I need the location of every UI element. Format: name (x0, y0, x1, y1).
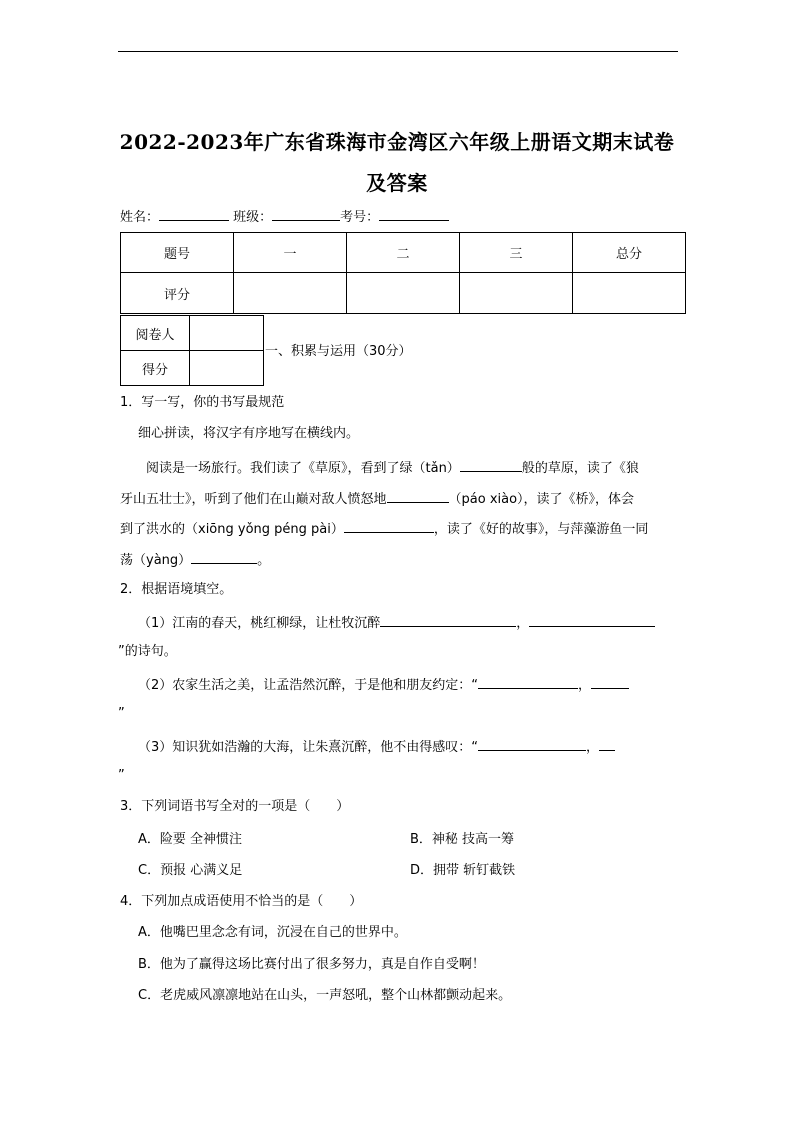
answer-blank-yang[interactable] (191, 550, 257, 564)
question-2-item-1-end: ”的诗句。 (118, 644, 177, 659)
question-1-stem: 1．写一写，你的书写最规范 (120, 395, 285, 410)
score-header-cell: 总分 (573, 233, 686, 273)
section-title: 一、积累与运用（30分） (265, 344, 412, 359)
question-4-option-b[interactable]: B．他为了赢得这场比赛付出了很多努力，真是自作自受啊！ (138, 957, 485, 972)
score-header-cell: 一 (234, 233, 347, 273)
question-2-stem: 2．根据语境填空。 (120, 582, 233, 597)
score-header-cell: 二 (347, 233, 460, 273)
passage-text: 。 (257, 553, 271, 568)
item-text: （3）知识犹如浩瀚的大海，让朱熹沉醉，他不由得感叹：“ (138, 740, 479, 755)
question-2-item-2 (138, 675, 629, 694)
header-rule (118, 51, 678, 52)
score-table (120, 232, 686, 314)
item-text: （2）农家生活之美，让孟浩然沉醉，于是他和朋友约定：“ (138, 678, 479, 693)
question-3-option-a[interactable]: A．险要 全神惯注 (138, 832, 243, 847)
question-1-passage-line (120, 550, 270, 569)
answer-blank-paoxiao[interactable] (387, 489, 449, 503)
question-1-instruction: 细心拼读，将汉字有序地写在横线内。 (138, 426, 360, 441)
exam-title-continued: 及答案 (366, 171, 428, 195)
item-text: ， (516, 616, 530, 631)
score-cell[interactable] (573, 273, 686, 314)
item-text: （1）江南的春天，桃红柳绿，让杜牧沉醉 (138, 616, 381, 631)
question-2-item-3-end: ” (118, 768, 125, 783)
passage-text: 荡（yàng） (120, 553, 192, 568)
section-score-label: 得分 (121, 351, 190, 386)
question-2-item-1 (138, 613, 655, 632)
score-header-cell: 题号 (121, 233, 234, 273)
question-1-passage-line (120, 489, 634, 508)
question-1-passage-line (146, 458, 639, 477)
score-table-row (121, 273, 686, 314)
poem-blank[interactable] (380, 613, 516, 627)
score-cell[interactable] (347, 273, 460, 314)
question-3-option-b[interactable]: B．神秘 技高一筹 (410, 832, 515, 847)
poem-blank[interactable] (529, 613, 655, 627)
reviewer-table (120, 315, 264, 386)
exam-title: 2022-2023年广东省珠海市金湾区六年级上册语文期末试卷 (119, 130, 675, 154)
answer-blank-tan[interactable] (460, 458, 522, 472)
question-3-option-c[interactable]: C．预报 心满义足 (138, 863, 243, 878)
poem-blank[interactable] (599, 737, 615, 751)
reviewer-cell[interactable] (190, 316, 264, 351)
question-4-stem: 4．下列加点成语使用不恰当的是（ ） (120, 894, 363, 909)
poem-blank[interactable] (591, 675, 629, 689)
score-cell[interactable] (234, 273, 347, 314)
question-4-option-c[interactable]: C．老虎威风凛凛地站在山头，一声怒吼，整个山林都颤动起来。 (138, 988, 512, 1003)
question-3-option-d[interactable]: D．拥带 斩钉截铁 (410, 863, 516, 878)
number-label: 考号： (340, 210, 380, 225)
student-info-line (120, 206, 449, 225)
name-blank[interactable] (159, 207, 229, 221)
passage-text: 阅读是一场旅行。我们读了《草原》，看到了绿（tǎn） (146, 461, 460, 476)
poem-blank[interactable] (478, 675, 578, 689)
reviewer-label: 阅卷人 (121, 316, 190, 351)
passage-text: （páo xiào），读了《桥》，体会 (448, 492, 635, 507)
poem-blank[interactable] (478, 737, 586, 751)
number-blank[interactable] (379, 207, 449, 221)
name-label: 姓名： (120, 210, 160, 225)
question-4-option-a[interactable]: A．他嘴巴里念念有词，沉浸在自己的世界中。 (138, 925, 407, 940)
passage-text: ，读了《好的故事》，与萍藻游鱼一同 (433, 522, 649, 537)
question-1-passage-line (120, 519, 648, 538)
score-table-header-row (121, 233, 686, 273)
score-header-cell: 三 (460, 233, 573, 273)
question-3-stem: 3．下列词语书写全对的一项是（ ） (120, 799, 350, 814)
answer-blank-xiongyong[interactable] (344, 519, 434, 533)
score-cell[interactable] (460, 273, 573, 314)
score-row-label: 评分 (121, 273, 234, 314)
question-2-item-3 (138, 737, 615, 756)
passage-text: 牙山五壮士》，听到了他们在山巅对敌人愤怒地 (120, 492, 387, 507)
section-score-cell[interactable] (190, 351, 264, 386)
passage-text: 到了洪水的（xiōng yǒng péng pài） (120, 522, 344, 537)
question-2-item-2-end: ” (118, 706, 125, 721)
class-blank[interactable] (272, 207, 340, 221)
item-text: ， (578, 678, 592, 693)
passage-text: 般的草原，读了《狼 (521, 461, 639, 476)
item-text: ， (586, 740, 600, 755)
class-label: 班级： (233, 210, 273, 225)
